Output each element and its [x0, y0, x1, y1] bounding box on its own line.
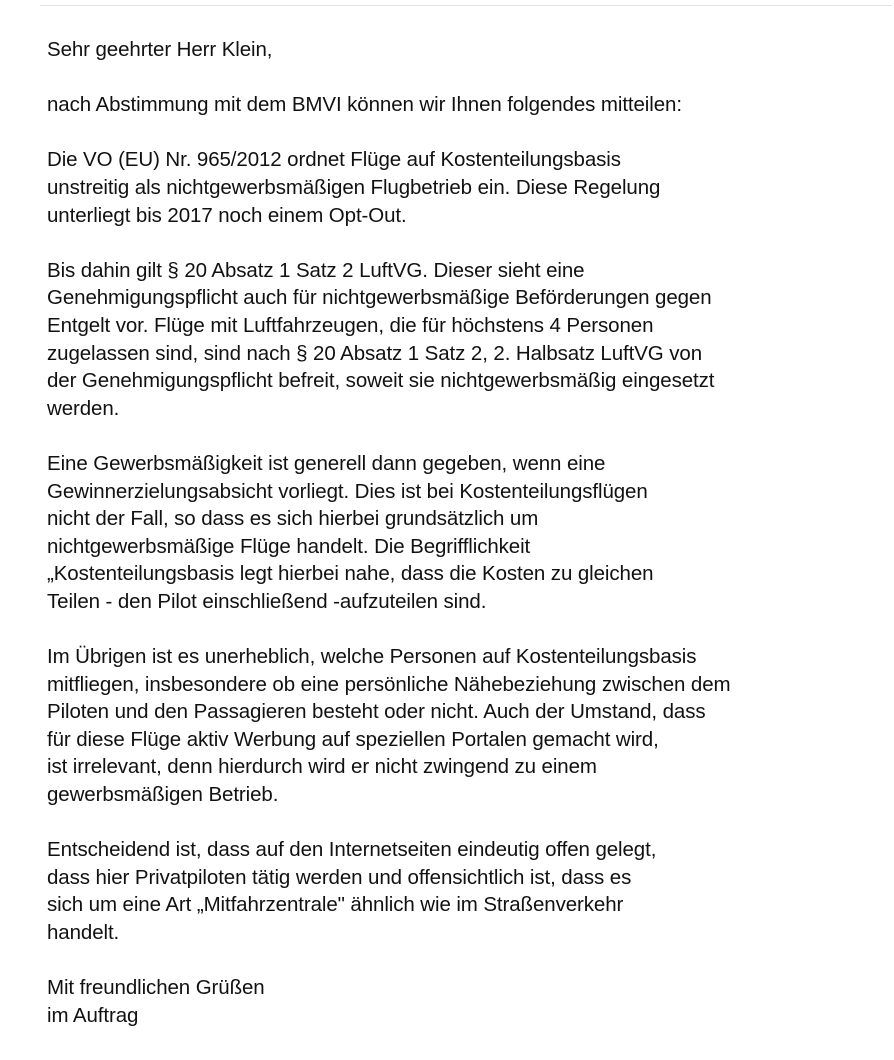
paragraph-line: sich um eine Art „Mitfahrzentrale" ähnlich wie im Straßenverkehr	[47, 893, 624, 917]
intro-paragraph	[47, 91, 887, 119]
paragraph-line: unstreitig als nichtgewerbsmäßigen Flugbetrieb ein. Diese Regelung	[47, 175, 661, 199]
paragraph-passengers	[47, 643, 887, 809]
paragraph-commerciality	[47, 450, 887, 616]
paragraph-line: ist irrelevant, denn hierdurch wird er nicht zwingend zu einem	[47, 755, 597, 779]
paragraph-line: für diese Flüge aktiv Werbung auf speziellen Portalen gemacht wird,	[47, 727, 659, 751]
salutation-line: Sehr geehrter Herr Klein,	[47, 38, 273, 61]
paragraph-line: Eine Gewerbsmäßigkeit ist generell dann gegeben, wenn eine	[47, 451, 606, 475]
paragraph-line: Die VO (EU) Nr. 965/2012 ordnet Flüge auf Kostenteilungsbasis	[47, 148, 621, 172]
paragraph-line: mitfliegen, insbesondere ob eine persönliche Nähebeziehung zwischen dem	[47, 672, 731, 696]
paragraph-line: zugelassen sind, sind nach § 20 Absatz 1 Satz 2, 2. Halbsatz LuftVG von	[47, 341, 702, 365]
paragraph-line: Genehmigungspflicht auch für nichtgewerbsmäßige Beförderungen gegen	[47, 286, 712, 310]
letter-body	[47, 36, 887, 1029]
paragraph-line: Im Übrigen ist es unerheblich, welche Personen auf Kostenteilungsbasis	[47, 645, 697, 669]
paragraph-line: Teilen - den Pilot einschließend -aufzuteilen sind.	[47, 589, 487, 613]
paragraph-luftvg	[47, 257, 887, 423]
paragraph-line: handelt.	[47, 921, 120, 944]
paragraph-line: unterliegt bis 2017 noch einem Opt-Out.	[47, 203, 407, 227]
paragraph-line: gewerbsmäßigen Betrieb.	[47, 783, 279, 807]
paragraph-line: Piloten und den Passagieren besteht oder nicht. Auch der Umstand, dass	[47, 700, 706, 724]
closing	[47, 974, 887, 1029]
paragraph-line: dass hier Privatpiloten tätig werden und offensichtlich ist, dass es	[47, 865, 632, 889]
closing-line: Mit freundlichen Grüßen	[47, 976, 265, 1000]
paragraph-line: nichtgewerbsmäßige Flüge handelt. Die Begrifflichkeit	[47, 534, 531, 558]
paragraph-line: „Kostenteilungsbasis legt hierbei nahe, dass die Kosten zu gleichen	[47, 562, 654, 586]
intro-line: nach Abstimmung mit dem BMVI können wir Ihnen folgendes mitteilen:	[47, 93, 682, 117]
paragraph-line: Entscheidend ist, dass auf den Internetseiten eindeutig offen gelegt,	[47, 838, 657, 862]
closing-line: im Auftrag	[47, 1003, 139, 1027]
salutation	[47, 36, 887, 64]
top-divider	[40, 5, 892, 6]
paragraph-line: der Genehmigungspflicht befreit, soweit sie nichtgewerbsmäßig eingesetzt	[47, 369, 715, 393]
paragraph-line: Bis dahin gilt § 20 Absatz 1 Satz 2 LuftVG. Dieser sieht eine	[47, 258, 585, 282]
paragraph-regulation	[47, 146, 887, 229]
paragraph-line: werden.	[47, 396, 120, 420]
paragraph-line: Gewinnerzielungsabsicht vorliegt. Dies ist bei Kostenteilungsflügen	[47, 479, 648, 503]
paragraph-line: nicht der Fall, so dass es sich hierbei grundsätzlich um	[47, 507, 539, 531]
paragraph-decisive	[47, 836, 887, 946]
paragraph-line: Entgelt vor. Flüge mit Luftfahrzeugen, die für höchstens 4 Personen	[47, 313, 654, 337]
